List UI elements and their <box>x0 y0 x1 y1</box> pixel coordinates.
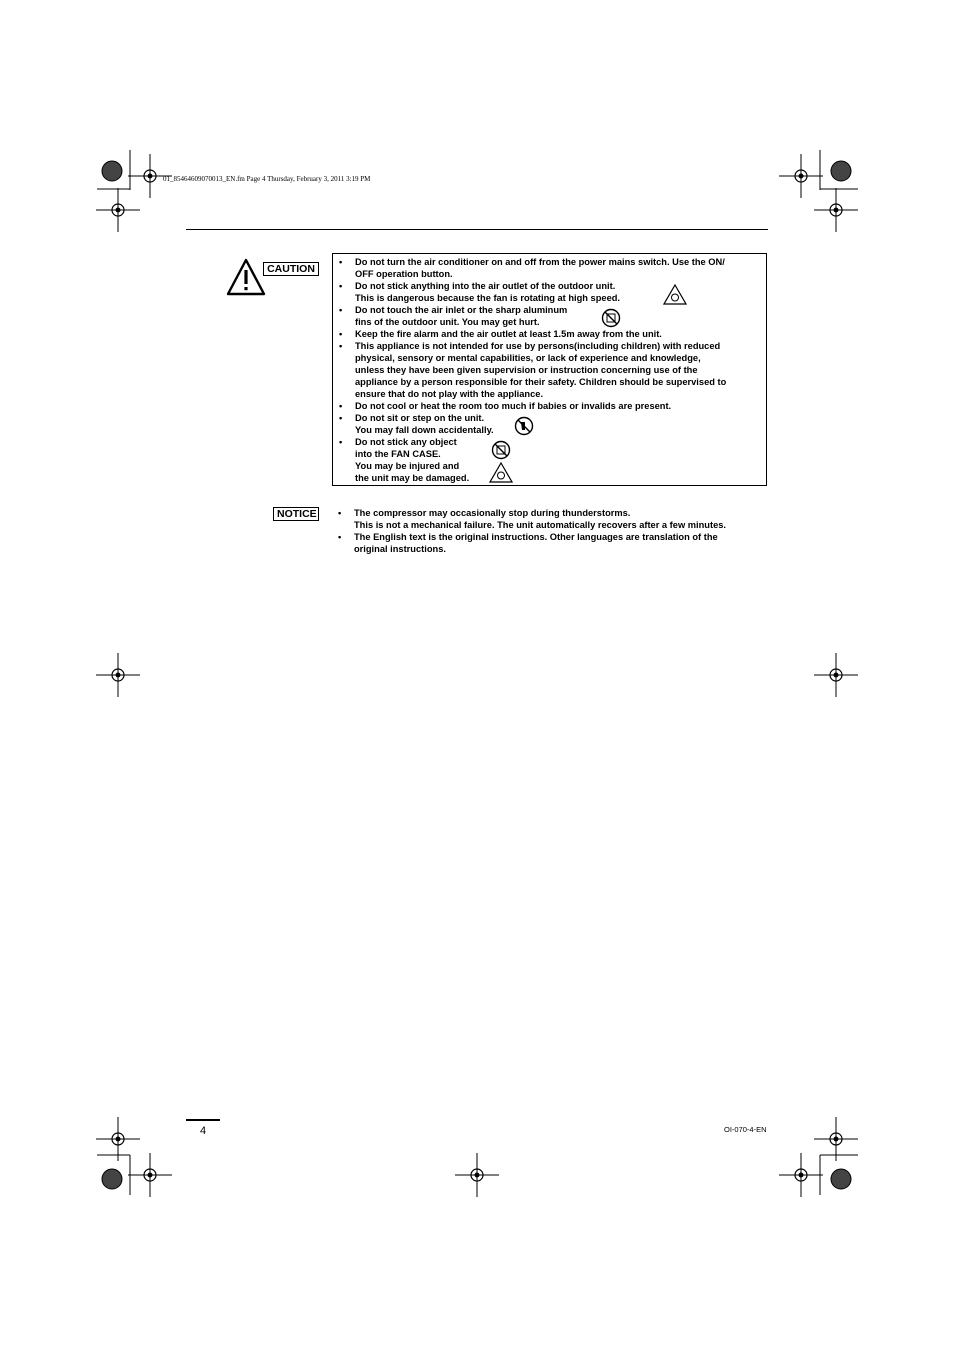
caution-line: You may be injured and <box>355 461 460 471</box>
caution-line: physical, sensory or mental capabilities, or lack of experience and knowledge, <box>355 353 701 363</box>
file-info-header: 01_85464609070013_EN.fm Page 4 Thursday, February 3, 2011 3:19 PM <box>163 175 371 183</box>
caution-line: fins of the outdoor unit. You may get hurt. <box>355 317 540 327</box>
caution-line: the unit may be damaged. <box>355 473 470 483</box>
registration-mark-icon <box>779 1153 823 1197</box>
caution-line: • Do not touch the air inlet or the sharp aluminum <box>355 305 568 315</box>
caution-line: This is dangerous because the fan is rotating at high speed. <box>355 293 621 303</box>
page-number-rule <box>186 1119 220 1121</box>
registration-mark-icon <box>96 1117 140 1161</box>
notice-label: NOTICE <box>273 507 319 521</box>
caution-line: into the FAN CASE. <box>355 449 441 459</box>
caution-item <box>333 328 763 340</box>
caution-item <box>333 436 763 484</box>
caution-item <box>333 340 763 400</box>
caution-line: • Keep the fire alarm and the air outlet at least 1.5m away from the unit. <box>355 329 662 339</box>
fan-hazard-triangle-icon <box>489 462 513 483</box>
registration-disc-icon <box>831 161 851 181</box>
registration-mark-icon <box>814 188 858 232</box>
caution-list <box>333 256 763 484</box>
no-step-icon <box>514 416 534 436</box>
notice-list <box>332 507 772 555</box>
header-rule <box>186 229 768 230</box>
caution-line: You may fall down accidentally. <box>355 425 494 435</box>
registration-mark-icon <box>814 653 858 697</box>
caution-line: • Do not cool or heat the room too much if babies or invalids are present. <box>355 401 672 411</box>
notice-line: • The compressor may occasionally stop during thunderstorms. <box>354 508 631 518</box>
registration-disc-icon <box>102 161 122 181</box>
caution-line: • Do not stick anything into the air outlet of the outdoor unit. <box>355 281 616 291</box>
caution-item <box>333 412 763 436</box>
caution-line: • Do not stick any object <box>355 437 457 447</box>
caution-line: • Do not sit or step on the unit. <box>355 413 485 423</box>
registration-mark-icon <box>814 1117 858 1161</box>
notice-line: This is not a mechanical failure. The unit automatically recovers after a few minutes. <box>354 520 726 530</box>
registration-disc-icon <box>831 1169 851 1189</box>
caution-line: OFF operation button. <box>355 269 453 279</box>
registration-mark-icon <box>96 653 140 697</box>
document-code: OI-070-4-EN <box>724 1125 767 1134</box>
caution-line: • Do not turn the air conditioner on and off from the power mains switch. Use the ON/ <box>355 257 725 267</box>
caution-line: unless they have been given supervision or instruction concerning use of the <box>355 365 698 375</box>
caution-box <box>332 253 767 486</box>
registration-mark-icon <box>96 188 140 232</box>
caution-item <box>333 280 763 304</box>
no-touch-icon <box>491 440 511 460</box>
fan-hazard-triangle-icon <box>663 284 687 305</box>
registration-mark-icon <box>779 154 823 198</box>
registration-mark-icon <box>128 1153 172 1197</box>
caution-item <box>333 256 763 280</box>
caution-item <box>333 304 763 328</box>
caution-item <box>333 400 763 412</box>
notice-item <box>332 507 772 531</box>
caution-line: • This appliance is not intended for use by persons(including children) with reduced <box>355 341 721 351</box>
notice-line: • The English text is the original instructions. Other languages are translation of the <box>354 532 718 542</box>
registration-disc-icon <box>102 1169 122 1189</box>
notice-line: original instructions. <box>354 544 446 554</box>
warning-triangle-icon <box>226 258 266 296</box>
no-touch-icon <box>601 308 621 328</box>
notice-item <box>332 531 772 555</box>
caution-line: ensure that do not play with the appliance. <box>355 389 544 399</box>
page-number: 4 <box>200 1125 207 1137</box>
registration-mark-icon <box>455 1153 499 1197</box>
caution-line: appliance by a person responsible for their safety. Children should be supervised to <box>355 377 727 387</box>
caution-label: CAUTION <box>263 262 319 276</box>
